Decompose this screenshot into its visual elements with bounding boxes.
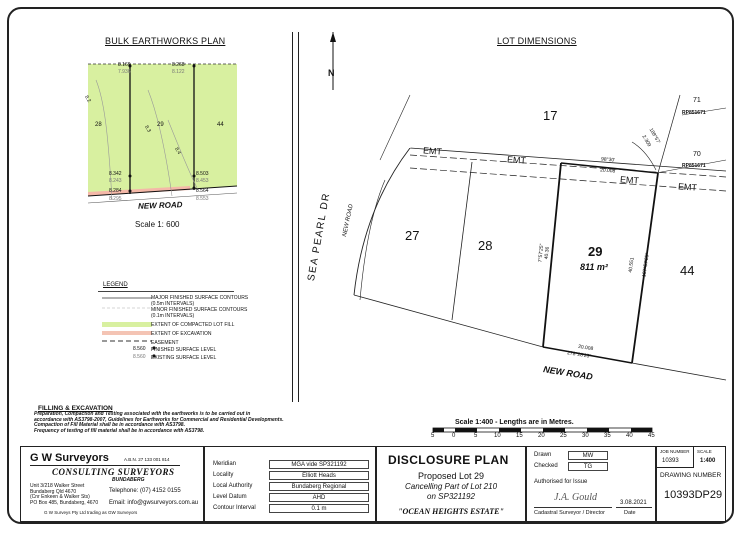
legend-item-major: MAJOR FINISHED SURFACE CONTOURS (0.5m INTERVALS): [151, 295, 249, 307]
drawing-number: 10393DP29: [664, 489, 723, 501]
filling-line-1: Preparation, Compaction and Testing associated with the earthworks is to be carried out in: [34, 411, 251, 417]
lot-71-rp: RP851671: [682, 110, 706, 116]
checked-label: Checked: [534, 463, 558, 469]
emt-label-2: EMT: [506, 154, 527, 166]
detail-authority-label: Local Authority: [213, 483, 253, 489]
contour-label-1: 8.2: [83, 94, 92, 104]
lot-17-label: 17: [543, 108, 558, 123]
level-br-existing: 8.553: [196, 196, 209, 202]
filling-title: FILLING & EXCAVATION: [38, 405, 113, 412]
new-road-small-label: NEW ROAD: [342, 203, 355, 238]
legend-title: LEGEND: [103, 282, 128, 288]
sea-pearl-dr-edge: [354, 148, 410, 295]
lot-71-label: 71: [693, 97, 701, 104]
emt-label-3: EMT: [619, 174, 640, 186]
legend-item-esl: EXISTING SURFACE LEVEL: [151, 355, 217, 361]
earthworks-plan: [60, 50, 260, 225]
scale-tick: 20: [538, 433, 545, 439]
company-trading: G W Surveys Pty Ltd trading as GW Surveyors: [44, 510, 138, 515]
legend-item-fsl: FINISHED SURFACE LEVEL: [151, 347, 217, 353]
scale-tick: 5: [474, 433, 478, 439]
sheet-divider-2: [298, 32, 299, 402]
scale-ticks: [428, 433, 668, 443]
job-number: 10393: [662, 458, 679, 464]
scale-tick: 30: [582, 433, 589, 439]
sign-date: 3.08.2021: [620, 500, 647, 506]
contour-label-2: 8.3: [143, 124, 152, 134]
level-bl-existing: 8.295: [109, 196, 122, 202]
scale-tick: 35: [604, 433, 611, 439]
detail-meridian-value: MGA vide SP321192: [269, 460, 369, 469]
detail-datum-label: Level Datum: [213, 494, 247, 500]
company-abn: A.B.N. 27 133 001 814: [124, 457, 170, 462]
disclosure-estate: "OCEAN HEIGHTS ESTATE": [398, 507, 504, 516]
scale-tick: 40: [626, 433, 633, 439]
level-br-finished: 8.564: [196, 188, 209, 194]
legend-item-easement: EASEMENT: [151, 340, 179, 346]
top-distance: 20.008: [599, 167, 616, 175]
legend-swatches: [100, 295, 156, 365]
job-number-label: JOB NUMBER: [660, 449, 690, 454]
detail-contour-label: Contour Interval: [213, 505, 256, 511]
address-line-3: (Cnr Enkeen & Walker Sts): [30, 494, 90, 501]
level-tl-existing: 7.936: [118, 69, 131, 75]
signoff-role: Cadastral Surveyor / Director: [534, 510, 605, 516]
checked-value: TG: [568, 462, 608, 471]
authorised-label: Authorised for Issue: [534, 479, 588, 485]
level-mr-existing: 8.453: [196, 178, 209, 184]
lot-71-boundary: [658, 95, 680, 173]
company-city: BUNDABERG: [112, 477, 145, 483]
address-line-1: Unit 3/218 Walker Street: [30, 483, 85, 489]
company-email: Email: info@gwsurveyors.com.au: [109, 500, 199, 506]
legend-sample-existing: 8.560: [133, 354, 146, 360]
scale-value: 1:400: [700, 458, 716, 464]
address-line-2: Bundaberg Qld 4670: [30, 488, 77, 495]
detail-locality-value: Elliott Heads: [269, 471, 369, 480]
detail-authority-value: Bundaberg Regional: [269, 482, 369, 491]
ew-scale: Scale 1: 600: [135, 220, 180, 229]
sheet-divider-1: [292, 32, 293, 402]
new-road-label: NEW ROAD: [542, 364, 594, 382]
earthworks-title: BULK EARTHWORKS PLAN: [105, 36, 226, 46]
scale-tick: 25: [560, 433, 567, 439]
diag-distance: 2.309: [640, 134, 652, 148]
lot-44-label: 44: [680, 263, 695, 278]
level-mr-finished: 8.503: [196, 171, 209, 177]
street-label: SEA PEARL DR: [306, 191, 333, 282]
signoff-date-label: Date: [624, 510, 636, 516]
left-distance: 40.36: [543, 246, 551, 260]
lot-70-rp: RP851671: [682, 163, 706, 169]
left-bearing: 7°57'25": [537, 243, 546, 263]
lot-27-label: 27: [405, 228, 420, 243]
level-tr-finished: 8.268: [172, 62, 185, 68]
company-tagline: CONSULTING SURVEYORS: [52, 467, 175, 477]
filling-line-3: Compaction of Fill Material shall be in accordance with AS3798.: [34, 422, 185, 429]
company-address: [30, 484, 98, 506]
drawn-label: Drawn: [534, 452, 552, 458]
scale-label: SCALE: [697, 449, 712, 454]
level-tr-existing: 8.122: [172, 69, 185, 75]
north-label: N: [328, 68, 335, 78]
scale-tick: 10: [494, 433, 501, 439]
detail-locality-label: Locality: [213, 472, 234, 478]
bottom-distance: 20.008: [577, 343, 594, 353]
ew-lot-44: 44: [217, 122, 224, 128]
diag-bearing: 188°57': [647, 127, 662, 145]
scale-tick: 15: [516, 433, 523, 439]
lot-29-area: 811 m²: [580, 262, 608, 272]
drawn-value: MW: [568, 451, 608, 460]
scale-tick: 45: [648, 433, 655, 439]
scale-tick: 0: [452, 433, 456, 439]
bottom-bearing: 278°28'25": [566, 350, 592, 360]
level-bl-finished: 8.284: [109, 188, 122, 194]
company-phone: Telephone: (07) 4152 0155: [109, 488, 181, 494]
detail-datum-value: AHD: [269, 493, 369, 502]
disclosure-title: DISCLOSURE PLAN: [388, 453, 509, 467]
disclosure-proposed: Proposed Lot 29: [417, 471, 485, 481]
company-name: G W Surveyors: [30, 452, 109, 464]
drawing-number-label: DRAWING NUMBER: [660, 472, 722, 479]
ew-lot-28: 28: [95, 122, 102, 128]
detail-contour-value: 0.1 m: [269, 504, 369, 513]
scale-caption: Scale 1:400 - Lengths are in Metres.: [455, 419, 574, 426]
legend-item-minor: MINOR FINISHED SURFACE CONTOURS (0.1m INTERVALS): [151, 307, 248, 319]
ew-road-label: NEW ROAD: [137, 200, 183, 211]
level-ml-finished: 8.342: [109, 171, 122, 177]
filling-line-2: accordance with AS3798-2007, Guidelines for Earthworks for Commercial and Residential Developments.: [34, 416, 284, 423]
lot-dimensions-plan: [320, 30, 730, 400]
filling-line-4: Frequency of testing of fill material shall be in accordance with AS3798.: [34, 427, 205, 434]
right-bearing: 187°57'25": [641, 252, 651, 278]
level-tl-finished: 8.169: [118, 62, 131, 68]
lot-29-number: 29: [588, 244, 603, 259]
lot-28-label: 28: [478, 238, 493, 253]
signature: J.A. Gould: [554, 492, 598, 503]
right-distance: 40.551: [627, 257, 636, 273]
emt-label-4: EMT: [677, 181, 698, 193]
lot-dims-title: LOT DIMENSIONS: [497, 36, 577, 46]
scale-tick: 5: [431, 433, 435, 439]
legend-item-fill: EXTENT OF COMPACTED LOT FILL: [151, 322, 235, 328]
easement-line-top: [410, 155, 726, 177]
contour-label-3: 8.4: [173, 146, 182, 156]
level-ml-existing: 8.243: [109, 178, 122, 184]
lot-27-28-boundary: [452, 162, 472, 320]
legend-sample-finished: 8.560: [133, 346, 146, 352]
disclosure-plan-ref: on SP321192: [427, 492, 475, 501]
legend-item-excavation: EXTENT OF EXCAVATION: [151, 331, 212, 337]
detail-meridian-label: Meridian: [213, 461, 237, 467]
emt-label-1: EMT: [422, 145, 443, 157]
top-bearing: 98°30': [600, 156, 616, 164]
disclosure-cancelling: Cancelling Part of Lot 210: [404, 482, 498, 491]
filling-notes: [34, 412, 284, 434]
ew-lot-29: 29: [157, 122, 164, 128]
lot-70-label: 70: [693, 151, 701, 158]
address-line-4: PO Box 485, Bundaberg, 4670: [30, 499, 99, 506]
